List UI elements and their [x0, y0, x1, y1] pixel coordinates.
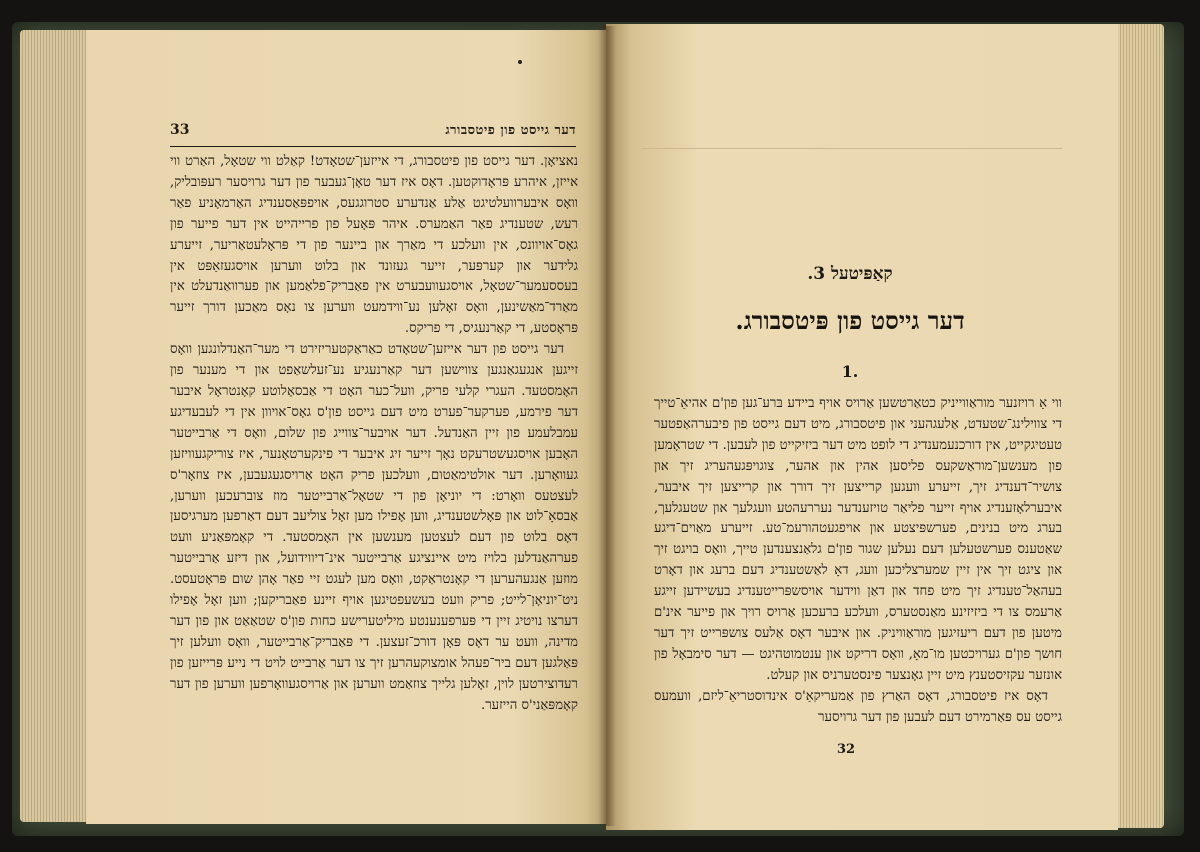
left-paragraph: דער גייסט פון דער אייזען־שטאָדט כאַראַקטעריזירט די מער־האַנדלונגען וואָס זייגען אנגעגאַנגען צווישען דער קאַרנעגיע נע־זעלשאַפט און די מענער פון האָמסטעד. העגרי קלעי פריק, וועל־כער האָט די אַבסאָלוטע קאָנטראָל איבער דער פירמע, פערקער־פערט מיט דעם גייסט פון'ס גאָס־אויוון אין די לעבעדיגע עמבלעמע פון זיין האַנדעל. דער אויבער־צווייג פון שלום, וואָס די אַרבייטער האָבען אויסגעשטרעקט נאָך זייער זיג איבער די פינקערטאָנער, איז צוריקגעוויזען געוואָרען. דער אולטימאַטום, וועלכען פריק האָט אַרויסגעגעבען, איז צוזאָר'ס לעצטעס וואָרט: די יוניאָן פון די שטאָל־אַרבייטער מוז צוברעכען ווערען, אַבסאָ־לוט און פּאָלשטענדיג, ווען אָפילו מען זאָל צוליעב דעם דאַרפען מערגיסען דאָס בלוט פון דעם לעצטען מענשען אין האָמסטעד. די קאָמפּאַניע וועט פערהאַנדלען בלויז מיט איינציגע אַרבייטער אינ־דיווידועל, און דיזע אַרבייטער מוזען אַנגעהערען די קאָנטראַקט, וואָס מען לעגט זיי פאַר אָהן שום פּראָטעסט. ניט־יוניאָן־לייט; פריק וועט בעשעפטיגען אויף זיינע פאַבריקען; ווען זאָל אָפילו דערצו נויטיג זיין די פּערפענענטע מיליטערישע כחות פון'ס שטאַאַט און פון דער מדינה, וועט ער דאָס פּאָן דורכ־זעצען. די פּאַבריק־אַרבייטער, וואָס וועלען זיך פּאַלגען דעם ביר־פעהל אומצוקעהרען זיך צו דער אַרבייט לויט די נייע פּרייזען פון רעדוצירטען לוין, זאָלען גלייך צוזאַמט ווערען און אַרויסגעוואָרפען ווערען פון דער קאָמפּאַני'ס הייזער.	[170, 342, 578, 713]
left-paragraph: נאציאָן. דער גייסט פון פיטסבורג, די אייזען־שטאָדט! קאַלט ווי שטאָל, האַרט ווי אייזן, איהרע פּראָדוקטען. דאָס איז דער טאָן־געבער פון דער גרויסער רעפּובליק, וואָס איבערוועלטיגט אַלע אַנדערע סטרוגגעס, אויפפּאַסענדיג האַרמאָניע פאַר רעש, שטענדיג פאַר האַמערס. איהר פּאָעל פון פרייהייט אין דער פייער פון גאָס־אויוונס, אין וועלכע די מאַרך און ביינער פון די פּראָלעטאַריער, זייערע גלידער און קערפּער, זייער געזונד און בלוט ווערען אויסגעזאַפּט אין בעססעמער־שטאָל, אויסגעוועבערט אין פאַבריק־פלאַמען און פערוואַנדעלט אין מאַרד־מאַשינען, וואָס זאָלען נע־ווידמעט ווערען צו נאָס מאַכען דורך זייער פּראָסטע, די קאַרנעגיס, די פריקס.	[170, 154, 578, 337]
left-page-number: 33	[170, 122, 190, 138]
book-gutter	[598, 26, 616, 826]
left-body-text	[170, 152, 578, 716]
page-edges-right	[1112, 24, 1164, 828]
right-page-number: 32	[836, 742, 856, 757]
chapter-title: דער גייסט פון פּיטסבורג.	[735, 306, 965, 335]
chapter-label: קאַפּיטעל 3.	[807, 264, 893, 284]
right-paragraph: ווי אַ רויזנער מוראַווייניק כטאַרטשען אַרויס אויף ביידע בּרע־גען פון'ם אהיאַ־טייך די צווילינג־שטעדט, אַלעגהעני און פיטסבורג, מיט דעם גייסט פון פיבערהאַפטער טעטיגקייט, אין דורכנעמענדיג די לופט מיט דער ביזיקייט פון לעבען. די שטראָמען פון מענשען־מוראַשקעס פליסען אהין און אהער, צוגויפּגעהעריג זיך און צושיר־דענדיג זיך, זייערע וועגען קרייצען זיך דורך און קרייצען זיך איבער, איבערלאָזענדיג אויף זייער פליאַר טויזענדער נעררעהטע וועגלעך און שטעגלעך, בערג מיט בנינים, פערשפּיצטע און אויפגעטהורעמ־טע. זייערע מאַוים־דיגע שאַטענס פערשטעלען דעם נעלען שגור פון'ם גלאַנצענדען טייך, וואָס בויגט זיך און ציגט זיך אין זיין שמערצליכען וועג, דאָ לאַשטענדיג דעם ברעג און דאָרט בעהאַל־טענדיג זיך מיט פחד און דאַן ווידער אויסשפּרייטענדיג בעשיידען זייגע אַרעמס צו די ביזיזינע מאַנסטערס, וועלכע ברעכען אַרויס רויך און פייער אינ'ם מיטען פון דעם ריעזיגען מוראַוויניק. און איבער דאָס אַלעס צושפּרייט זיך דער חושך פון'ם גערויכטען מו־מאָ, וואָס דריקט און ענטמוטהיגט — דער סימבאָל פון אונזער עקזיסטענץ מיט זיין גאָנצער פינסטערניס און קעלט.	[654, 396, 1062, 683]
section-number: 1.	[841, 362, 859, 381]
ink-dot	[518, 60, 522, 64]
page-edges-left	[20, 30, 94, 822]
right-header-rule	[642, 126, 1062, 149]
left-running-title: דער גייסט פון פיטסבורג	[445, 123, 576, 138]
right-paragraph: דאָס איז פיטסבורג, דאָס האַרץ פון אַמעריקאַ'ס אינדוסטריאַ־ליזם, וועמעס גייסט עס פּאַרמירט דעם לעבען פון דער גרויסער	[654, 688, 1062, 725]
left-running-header	[170, 120, 576, 147]
right-body-text	[654, 394, 1062, 729]
